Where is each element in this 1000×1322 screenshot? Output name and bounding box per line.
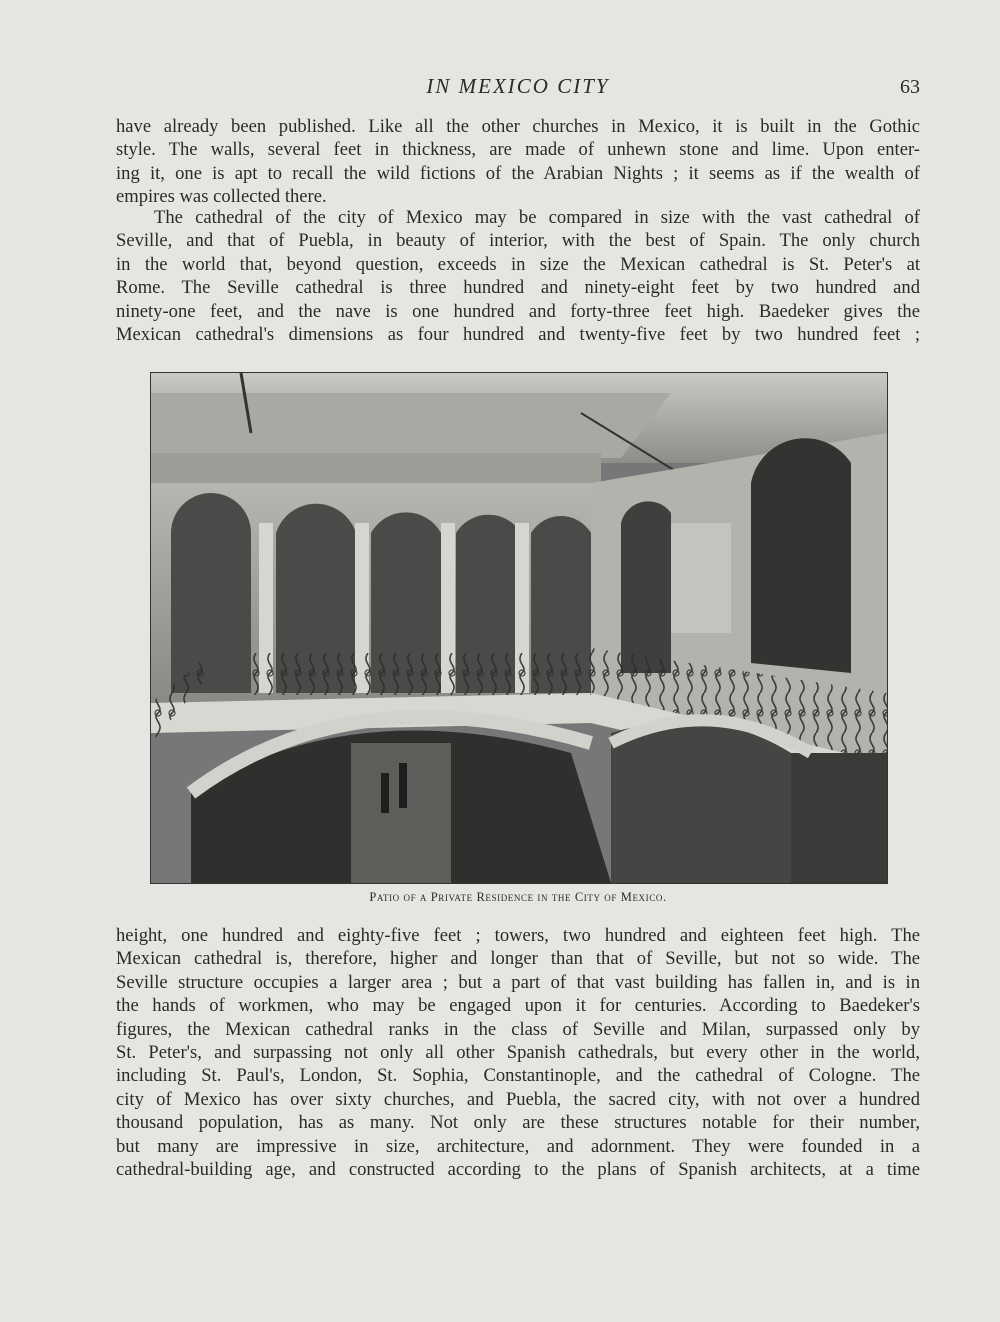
text-line: city of Mexico has over sixty churches, and Puebla, the sacred city, with not over a hundred <box>116 1088 920 1110</box>
page-number: 63 <box>900 76 920 98</box>
paragraph-1 <box>116 115 920 209</box>
text-line: empires was collected there. <box>116 186 327 208</box>
text-line: thousand population, has as many. Not only are these structures notable for their number, <box>116 1112 920 1134</box>
text-line: St. Peter's, and surpassing not only all other Spanish cathedrals, but every other in the world, <box>116 1042 920 1064</box>
text-line: ing it, one is apt to recall the wild fictions of the Arabian Nights ; it seems as if the wealth of <box>116 162 920 184</box>
text-line: Mexican cathedral is, therefore, higher and longer than that of Seville, but not so wide. The <box>116 948 920 970</box>
text-line: The cathedral of the city of Mexico may be compared in size with the vast cathedral of <box>154 207 920 228</box>
running-head <box>116 74 920 104</box>
text-line: figures, the Mexican cathedral ranks in the class of Seville and Milan, surpassed only by <box>116 1018 920 1040</box>
text-line: in the world that, beyond question, exceeds in size the Mexican cathedral is St. Peter's at <box>116 253 920 275</box>
text-line: height, one hundred and eighty-five feet ; towers, two hundred and eighteen feet high. The <box>116 925 920 946</box>
patio-photograph <box>150 372 888 884</box>
running-title: IN MEXICO CITY <box>426 74 610 98</box>
text-line: Seville structure occupies a larger area ; but a part of that vast building has fallen in, and is in <box>116 971 920 993</box>
text-line: ninety-one feet, and the nave is one hundred and forty-three feet high. Baedeker gives the <box>116 300 920 322</box>
figure-caption: Patio of a Private Residence in the City of Mexico. <box>369 890 667 904</box>
text-line: cathedral-building age, and constructed according to the plans of Spanish architects, at a time <box>116 1159 920 1181</box>
patio-illustration <box>151 373 887 883</box>
text-line: Rome. The Seville cathedral is three hundred and ninety-eight feet by two hundred and <box>116 277 920 299</box>
text-line: including St. Paul's, London, St. Sophia, Constantinople, and the cathedral of Cologne. The <box>116 1065 920 1087</box>
text-line: Seville, and that of Puebla, in beauty of interior, with the best of Spain. The only church <box>116 230 920 252</box>
text-line: Mexican cathedral's dimensions as four hundred and twenty-five feet by two hundred feet ; <box>116 324 920 346</box>
text-line: but many are impressive in size, architecture, and adornment. They were founded in a <box>116 1135 920 1157</box>
paragraph-3 <box>116 924 920 1181</box>
text-line: have already been published. Like all the other churches in Mexico, it is built in the Gothic <box>116 116 920 137</box>
paragraph-2 <box>116 206 920 346</box>
text-line: style. The walls, several feet in thickness, are made of unhewn stone and lime. Upon enter- <box>116 139 920 161</box>
text-line: the hands of workmen, who may be engaged upon it for centuries. According to Baedeker's <box>116 995 920 1017</box>
